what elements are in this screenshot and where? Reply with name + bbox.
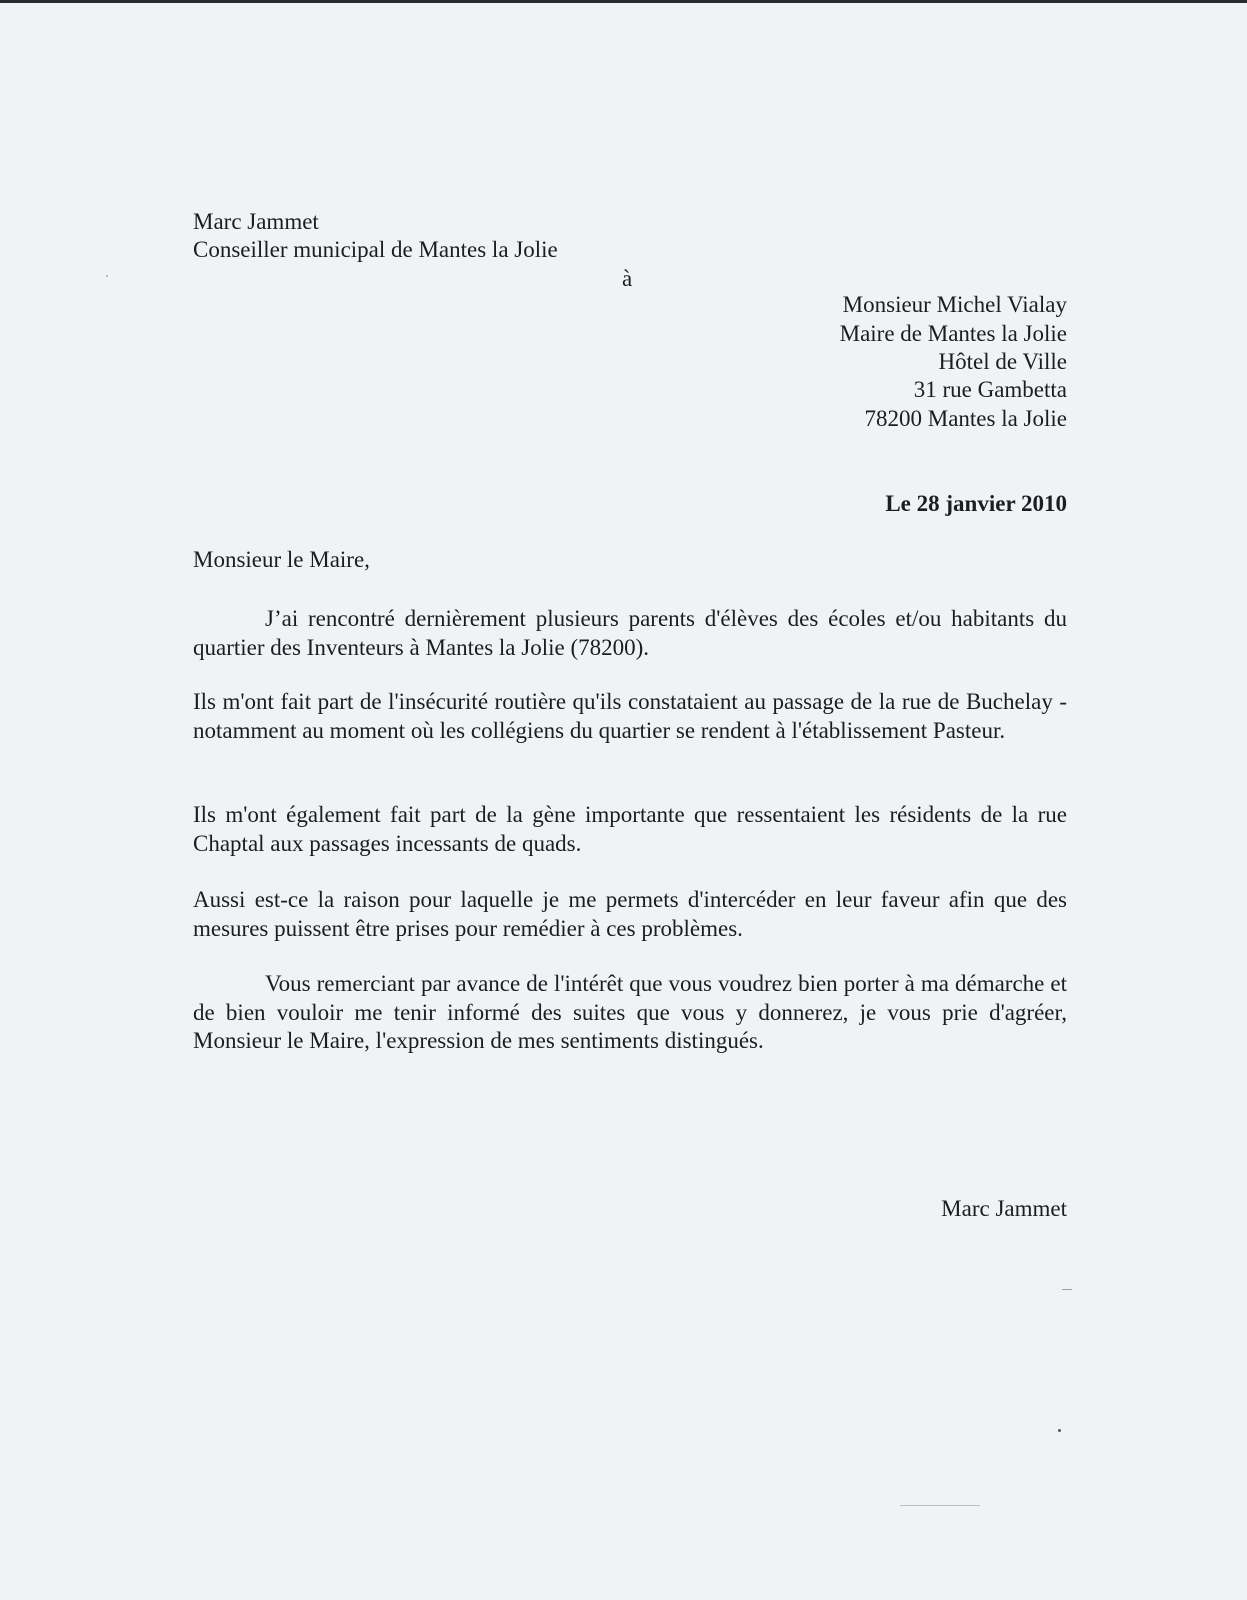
scan-top-edge bbox=[0, 0, 1247, 3]
paragraph-3: Ils m'ont également fait part de la gène importante que ressentaient les résidents de la rue Chaptal aux passages incessants de quads. bbox=[193, 802, 1067, 856]
paragraph-4: Aussi est-ce la raison pour laquelle je me permets d'intercéder en leur faveur afin que des mesures puissent être prises pour remédier à ces problèmes. bbox=[193, 887, 1067, 941]
scan-speck bbox=[106, 275, 108, 277]
sender-name: Marc Jammet bbox=[193, 209, 319, 234]
paragraph-2: Ils m'ont fait part de l'insécurité routière qu'ils constataient au passage de la rue de Buchelay - notamment au moment où les collégiens du quartier se rendent à l'établissement Pasteur. bbox=[193, 689, 1067, 743]
scan-smudge bbox=[900, 1505, 980, 1506]
paragraph-5: Vous remerciant par avance de l'intérêt que vous voudrez bien porter à ma démarche et de bien vouloir me tenir informé des suites que vous y donnerez, je vous prie d'agréer, Monsieur le Maire, l'expression de mes sentiments distingués. bbox=[193, 971, 1067, 1053]
letter-date: Le 28 janvier 2010 bbox=[885, 491, 1067, 516]
signature-name: Marc Jammet bbox=[941, 1196, 1067, 1221]
to-word: à bbox=[622, 266, 633, 291]
scan-smudge bbox=[1062, 1289, 1072, 1290]
recipient-line-3: Hôtel de Ville bbox=[938, 349, 1067, 374]
scan-speck bbox=[1058, 1429, 1061, 1432]
recipient-line-2: Maire de Mantes la Jolie bbox=[839, 321, 1067, 346]
sender-title: Conseiller municipal de Mantes la Jolie bbox=[193, 237, 558, 262]
recipient-line-1: Monsieur Michel Vialay bbox=[842, 292, 1067, 317]
paragraph-1: J’ai rencontré dernièrement plusieurs parents d'élèves des écoles et/ou habitants du quartier des Inventeurs à Mantes la Jolie (78200). bbox=[193, 606, 1067, 660]
recipient-line-5: 78200 Mantes la Jolie bbox=[864, 406, 1067, 431]
salutation: Monsieur le Maire, bbox=[193, 547, 370, 572]
recipient-line-4: 31 rue Gambetta bbox=[913, 377, 1067, 402]
